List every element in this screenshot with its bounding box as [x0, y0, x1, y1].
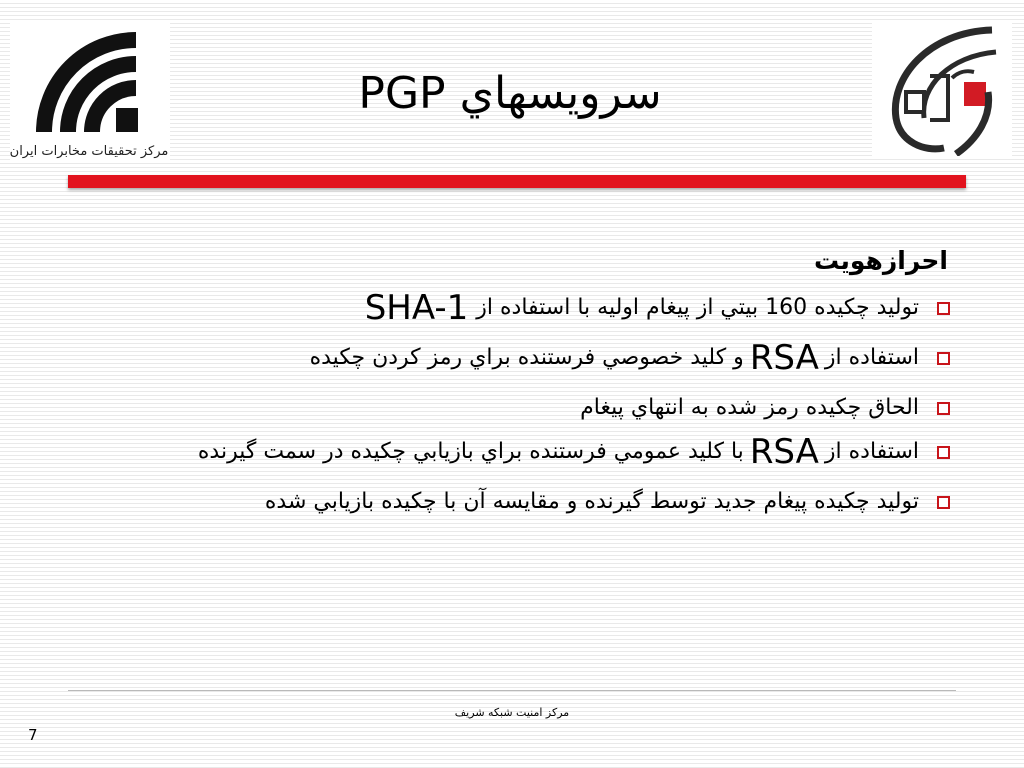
- bullet-text: توليد چکيده پيغام جديد توسط گيرنده و مقايسه آن با چکيده بازيابي شده: [264, 489, 919, 514]
- bullet-text: استفاده از: [824, 439, 919, 464]
- title-divider-bar: [68, 175, 966, 188]
- bullet-text: و کليد خصوصي فرستنده براي رمز کردن چکيده: [309, 345, 744, 370]
- bullet-item: [70, 388, 950, 432]
- itrc-logo-caption: مرکز تحقیقات مخابرات ایران: [9, 144, 169, 159]
- bullet-item: [70, 338, 950, 388]
- bullet-text: توليد چکيده 160 بيتي از پيغام اوليه با استفاده از: [476, 295, 919, 320]
- footer-text: مرکز امنیت شبکه شریف: [454, 706, 570, 719]
- itrc-signal-logo-icon: [30, 28, 150, 140]
- bullet-item: [70, 482, 950, 526]
- page-number: 7: [28, 726, 38, 744]
- hollow-square-bullet-icon: [937, 302, 950, 315]
- bullet-text: الحاق چکيده رمز شده به انتهاي پيغام: [580, 395, 919, 420]
- bullet-text: با کليد عمومي فرستنده براي بازيابي چکيده در سمت گيرنده: [197, 439, 744, 464]
- sharif-security-logo: [872, 22, 1012, 156]
- sharif-security-center-logo-icon: [880, 22, 1006, 156]
- bullet-item: [70, 432, 950, 482]
- itrc-logo: [10, 22, 170, 162]
- bullet-term: RSA: [749, 338, 819, 378]
- hollow-square-bullet-icon: [937, 446, 950, 459]
- hollow-square-bullet-icon: [937, 402, 950, 415]
- hollow-square-bullet-icon: [937, 496, 950, 509]
- slide-title: سرويسهاي PGP: [358, 68, 662, 119]
- footer-divider: [68, 690, 956, 691]
- bullet-term: RSA: [749, 432, 819, 472]
- bullet-text: استفاده از: [824, 345, 919, 370]
- section-heading: احرازهويت: [814, 246, 948, 275]
- bullet-term: SHA-1: [364, 288, 469, 328]
- hollow-square-bullet-icon: [937, 352, 950, 365]
- bullet-item: [70, 288, 950, 338]
- bullet-list: [70, 288, 950, 526]
